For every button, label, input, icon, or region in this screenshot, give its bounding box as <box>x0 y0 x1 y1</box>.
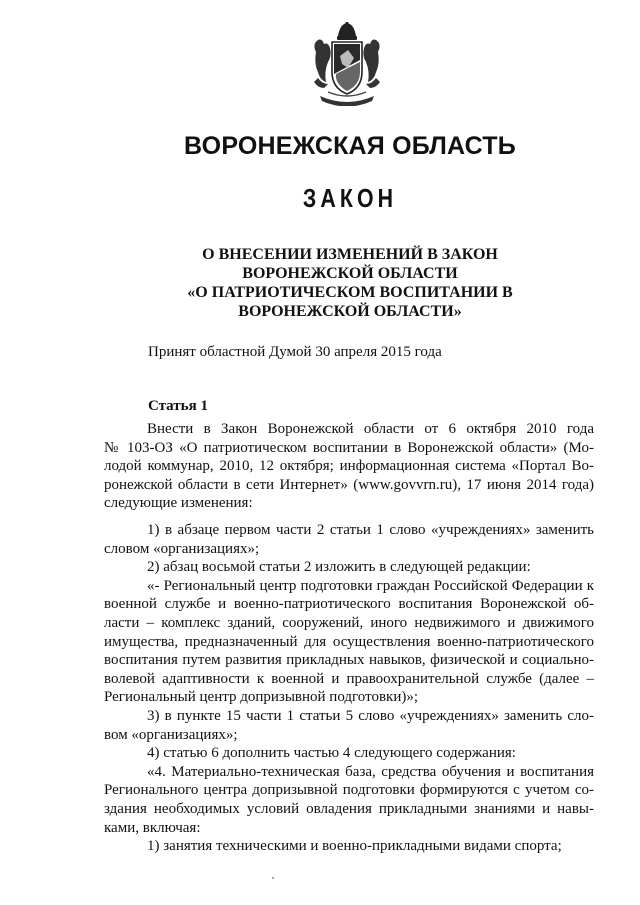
article-changes-list <box>104 521 594 856</box>
text-line: ласти – комплекс зданий, сооружений, иного недвижимого и движимого <box>104 614 594 631</box>
document-type-title: ЗАКОН <box>302 183 398 213</box>
text-line: воспитания путем развития прикладных навыков, физической и социально- <box>104 652 594 669</box>
text-line: военной службе и военно-патриотического воспитания Воронежской об- <box>104 596 594 613</box>
law-name-line: ВОРОНЕЖСКОЙ ОБЛАСТИ <box>242 265 458 282</box>
text-line: лодой коммунар, 2010, 12 октября; информационная система «Портал Во- <box>104 458 594 475</box>
text-line: «- Региональный центр подготовки граждан Российской Федерации к <box>147 577 594 594</box>
article-heading: Статья 1 <box>148 398 208 414</box>
law-name-line: О ВНЕСЕНИИ ИЗМЕНЕНИЙ В ЗАКОН <box>202 246 498 263</box>
text-line: № 103-ОЗ «О патриотическом воспитании в Воронежской области» (Мо- <box>104 439 594 456</box>
text-line: имущества, предназначенный для осуществления военно-патриотического <box>104 633 594 650</box>
law-name <box>0 245 640 321</box>
text-line: 3) в пункте 15 части 1 статьи 5 слово «учреждениях» заменить сло- <box>147 707 594 724</box>
text-line: 1) занятия техническими и военно-прикладными видами спорта; <box>147 838 562 855</box>
text-line: Внести в Закон Воронежской области от 6 октября 2010 года <box>147 421 594 437</box>
text-line: здания необходимых условий овладения прикладными знаниями и навы- <box>104 800 594 817</box>
text-line: словом «организациях»; <box>104 540 260 557</box>
text-line: «4. Материально-техническая база, средства обучения и воспитания <box>147 763 594 780</box>
text-line: Регионального центра допризывной подготовки формируются с учетом со- <box>104 782 594 799</box>
adoption-date: Принят областной Думой 30 апреля 2015 года <box>148 344 442 360</box>
law-name-line: ВОРОНЕЖСКОЙ ОБЛАСТИ» <box>238 303 462 320</box>
region-title: ВОРОНЕЖСКАЯ ОБЛАСТЬ <box>184 132 516 160</box>
text-line: ками, включая: <box>104 819 201 836</box>
text-line: ронежской области в сети Интернет» (www.govvrn.ru), 17 июня 2014 года) <box>104 476 594 493</box>
text-line: 1) в абзаце первом части 2 статьи 1 слово «учреждениях» заменить <box>147 522 594 538</box>
text-line: 4) статью 6 дополнить частью 4 следующего содержания: <box>147 745 516 762</box>
law-name-line: «О ПАТРИОТИЧЕСКОМ ВОСПИТАНИИ В <box>187 284 513 301</box>
text-line: 2) абзац восьмой статьи 2 изложить в следующей редакции: <box>147 559 531 576</box>
scan-artifact-dot <box>272 877 274 879</box>
text-line: вом «организациях»; <box>104 726 238 743</box>
text-line: следующие изменения: <box>104 495 253 512</box>
article-intro-paragraph <box>104 420 594 513</box>
coat-of-arms-icon <box>310 22 384 106</box>
text-line: волевой адаптивности к военной и правоохранительной службе (далее – <box>104 670 594 687</box>
text-line: Региональный центр допризывной подготовки)»; <box>104 689 419 706</box>
